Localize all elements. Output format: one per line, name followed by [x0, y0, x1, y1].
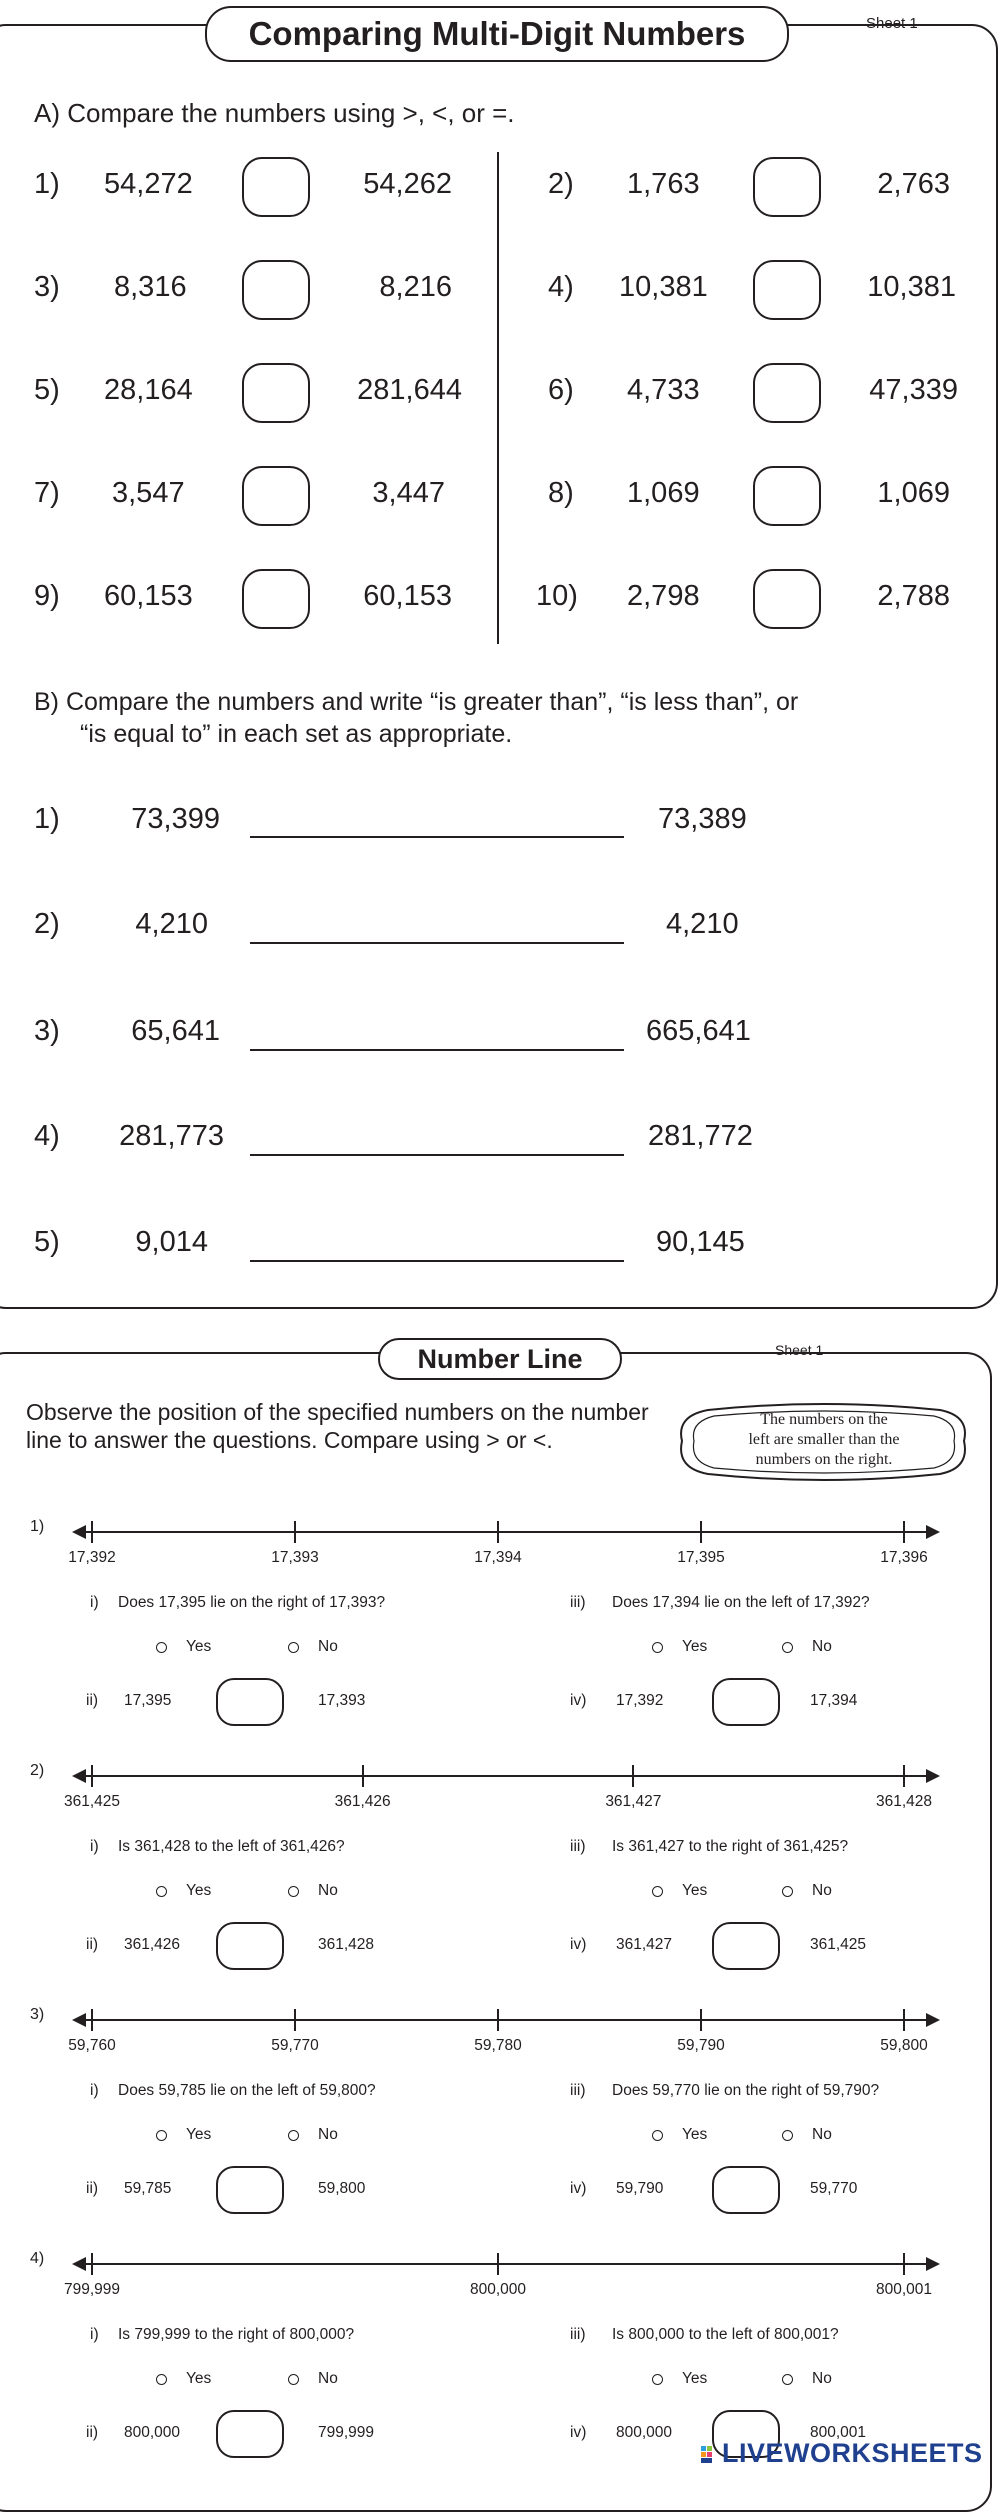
section-b-instruction: B) Compare the numbers and write “is greater than”, “is less than”, or [34, 688, 799, 716]
yes-radio[interactable] [156, 1642, 167, 1653]
tick-label: 59,780 [474, 2037, 522, 2054]
problem-number: 7) [34, 477, 60, 509]
problem-number: 10) [536, 580, 578, 612]
number-left: 8,316 [114, 271, 187, 303]
question-text: Does 17,395 lie on the right of 17,393? [118, 1594, 386, 1611]
no-radio[interactable] [782, 1886, 793, 1897]
number-right: 361,428 [318, 1936, 375, 1953]
column-divider [497, 152, 499, 644]
question-number: iii) [570, 1838, 586, 1855]
no-label: No [812, 2370, 832, 2387]
question-text: Does 59,770 lie on the right of 59,790? [612, 2082, 880, 2099]
tick-label: 17,393 [271, 1549, 319, 1566]
tick-label: 361,426 [334, 1793, 391, 1810]
problem-number: 2) [548, 168, 574, 200]
number-right: 73,389 [658, 803, 747, 835]
comparison-number: ii) [86, 1692, 99, 1709]
tick-mark [497, 1521, 499, 1543]
number-right: 3,447 [372, 477, 445, 509]
logo-icon [700, 2441, 720, 2463]
number-right: 281,644 [357, 374, 462, 406]
no-radio[interactable] [288, 2130, 299, 2141]
comparison-number: ii) [86, 1936, 99, 1953]
sheet1-label: Sheet 1 [866, 15, 918, 32]
problem-number: 4) [34, 1120, 60, 1152]
tick-label: 59,790 [677, 2037, 725, 2054]
answer-blank[interactable] [250, 1154, 624, 1156]
compare-box[interactable] [216, 2410, 284, 2458]
tick-label: 361,428 [875, 1793, 933, 1810]
tick-mark [632, 1765, 634, 1787]
problem-number: 9) [34, 580, 60, 612]
compare-box[interactable] [753, 363, 821, 423]
problem-number: 1) [34, 803, 60, 835]
tick-label: 800,000 [469, 2281, 527, 2298]
number-left: 800,000 [124, 2424, 181, 2441]
sheet2-intro: Observe the position of the specified numbers on the number line to answer the questions. Compare using > or <. [26, 1399, 649, 1453]
tick-mark [903, 1521, 905, 1543]
problem-number: 3) [34, 1015, 60, 1047]
question-text: Is 361,428 to the left of 361,426? [118, 1838, 345, 1855]
question-number: iii) [570, 2082, 586, 2099]
tick-mark [903, 2009, 905, 2031]
number-right: 2,763 [877, 168, 950, 200]
yes-radio[interactable] [156, 1886, 167, 1897]
tick-label: 361,427 [605, 1793, 662, 1810]
tick-label: 361,425 [63, 1793, 121, 1810]
no-radio[interactable] [782, 1642, 793, 1653]
compare-box[interactable] [712, 1922, 780, 1970]
tick-mark [497, 2253, 499, 2275]
number-right: 59,800 [318, 2180, 366, 2197]
no-label: No [812, 2126, 832, 2143]
yes-radio[interactable] [156, 2374, 167, 2385]
number-right: 2,788 [877, 580, 950, 612]
compare-box[interactable] [242, 363, 310, 423]
problem-number: 2) [34, 908, 60, 940]
sheet2-label: Sheet 1 [775, 1342, 824, 1358]
number-left: 28,164 [104, 374, 193, 406]
number-right: 665,641 [646, 1015, 751, 1047]
tick-mark [91, 2253, 93, 2275]
yes-label: Yes [186, 2126, 212, 2143]
number-right: 47,339 [869, 374, 958, 406]
number-right: 60,153 [363, 580, 452, 612]
question-text: Does 17,394 lie on the left of 17,392? [612, 1594, 870, 1611]
callout-line: numbers on the right. [755, 1451, 893, 1468]
yes-radio[interactable] [652, 1642, 663, 1653]
number-left: 59,790 [616, 2180, 664, 2197]
number-right: 799,999 [318, 2424, 375, 2441]
question-number: i) [90, 1838, 99, 1855]
number-left: 361,427 [616, 1936, 673, 1953]
problem-number: 1) [34, 168, 60, 200]
yes-radio[interactable] [156, 2130, 167, 2141]
answer-blank[interactable] [250, 836, 624, 838]
number-right: 8,216 [379, 271, 452, 303]
compare-box[interactable] [712, 2166, 780, 2214]
yes-label: Yes [186, 1882, 212, 1899]
number-left: 3,547 [112, 477, 185, 509]
no-label: No [318, 1638, 338, 1655]
yes-label: Yes [682, 2126, 708, 2143]
yes-radio[interactable] [652, 2374, 663, 2385]
sheet1-frame [0, 24, 998, 1309]
liveworksheets-logo: LIVEWORKSHEETS [700, 2438, 983, 2469]
number-left: 54,272 [104, 168, 193, 200]
comparison-number: iv) [570, 2424, 587, 2441]
tick-label: 17,396 [880, 1549, 928, 1566]
number-left: 1,069 [627, 477, 700, 509]
compare-box[interactable] [242, 157, 310, 217]
number-right: 800,001 [810, 2424, 867, 2441]
comparison-number: iv) [570, 2180, 587, 2197]
problem-number: 5) [34, 1226, 60, 1258]
number-left: 281,773 [119, 1120, 224, 1152]
no-radio[interactable] [782, 2130, 793, 2141]
number-left: 4,733 [627, 374, 700, 406]
question-text: Is 361,427 to the right of 361,425? [612, 1838, 849, 1855]
tick-mark [91, 1765, 93, 1787]
compare-box[interactable] [712, 1678, 780, 1726]
compare-box[interactable] [753, 157, 821, 217]
question-text: Is 800,000 to the left of 800,001? [612, 2326, 839, 2343]
number-left: 73,399 [131, 803, 220, 835]
question-text: Is 799,999 to the right of 800,000? [118, 2326, 355, 2343]
question-number: iii) [570, 2326, 586, 2343]
problem-number: 2) [30, 1762, 45, 1779]
answer-blank[interactable] [250, 942, 624, 944]
section-b-instruction-line2: “is equal to” in each set as appropriate. [80, 720, 513, 748]
tick-label: 59,770 [271, 2037, 319, 2054]
callout-line: The numbers on the [760, 1411, 888, 1428]
tick-label: 17,392 [68, 1549, 116, 1566]
no-radio[interactable] [288, 2374, 299, 2385]
number-right: 10,381 [867, 271, 956, 303]
comparison-number: ii) [86, 2424, 99, 2441]
no-radio[interactable] [782, 2374, 793, 2385]
number-left: 17,395 [124, 1692, 172, 1709]
tick-mark [362, 1765, 364, 1787]
number-left: 17,392 [616, 1692, 664, 1709]
section-a-instruction: A) Compare the numbers using >, <, or =. [34, 98, 515, 128]
question-number: i) [90, 1594, 99, 1611]
compare-box[interactable] [242, 569, 310, 629]
tick-label: 59,760 [68, 2037, 116, 2054]
question-number: i) [90, 2082, 99, 2099]
number-right: 17,393 [318, 1692, 366, 1709]
tick-mark [903, 1765, 905, 1787]
yes-label: Yes [186, 1638, 212, 1655]
answer-blank[interactable] [250, 1049, 624, 1051]
number-line [82, 1531, 930, 1533]
no-label: No [318, 2126, 338, 2143]
yes-label: Yes [682, 1882, 708, 1899]
problem-number: 6) [548, 374, 574, 406]
yes-radio[interactable] [652, 1886, 663, 1897]
number-left: 4,210 [135, 908, 208, 940]
no-radio[interactable] [288, 1886, 299, 1897]
sheet2-title: Number Line [378, 1338, 622, 1380]
compare-box[interactable] [753, 569, 821, 629]
problem-number: 4) [30, 2250, 45, 2267]
compare-box[interactable] [216, 2166, 284, 2214]
number-right: 59,770 [810, 2180, 858, 2197]
tick-mark [700, 1521, 702, 1543]
tick-label: 17,395 [677, 1549, 725, 1566]
number-line [82, 2019, 930, 2021]
compare-box[interactable] [242, 260, 310, 320]
tick-mark [497, 2009, 499, 2031]
question-number: i) [90, 2326, 99, 2343]
comparison-number: iv) [570, 1936, 587, 1953]
compare-box[interactable] [242, 466, 310, 526]
number-left: 9,014 [135, 1226, 208, 1258]
number-right: 54,262 [363, 168, 452, 200]
tick-label: 800,001 [875, 2281, 933, 2298]
number-right: 90,145 [656, 1226, 745, 1258]
no-radio[interactable] [288, 1642, 299, 1653]
no-label: No [812, 1882, 832, 1899]
callout-line: left are smaller than the [748, 1431, 900, 1448]
tick-label: 17,394 [474, 1549, 522, 1566]
number-right: 1,069 [877, 477, 950, 509]
answer-blank[interactable] [250, 1260, 624, 1262]
number-line [82, 2263, 930, 2265]
problem-number: 3) [30, 2006, 45, 2023]
number-left: 10,381 [619, 271, 708, 303]
yes-radio[interactable] [652, 2130, 663, 2141]
tick-label: 59,800 [880, 2037, 928, 2054]
compare-box[interactable] [753, 466, 821, 526]
number-left: 60,153 [104, 580, 193, 612]
tick-mark [700, 2009, 702, 2031]
question-number: iii) [570, 1594, 586, 1611]
number-right: 361,425 [810, 1936, 867, 1953]
number-left: 361,426 [124, 1936, 181, 1953]
number-right: 4,210 [666, 908, 739, 940]
problem-number: 3) [34, 271, 60, 303]
tick-label: 799,999 [63, 2281, 121, 2298]
comparison-number: ii) [86, 2180, 99, 2197]
yes-label: Yes [186, 2370, 212, 2387]
number-line [82, 1775, 930, 1777]
compare-box[interactable] [753, 260, 821, 320]
yes-label: Yes [682, 1638, 708, 1655]
tick-mark [91, 1521, 93, 1543]
number-left: 65,641 [131, 1015, 220, 1047]
number-left: 2,798 [627, 580, 700, 612]
number-left: 800,000 [616, 2424, 673, 2441]
tick-mark [903, 2253, 905, 2275]
no-label: No [318, 2370, 338, 2387]
hint-callout [668, 1396, 980, 1486]
problem-number: 1) [30, 1518, 45, 1535]
no-label: No [812, 1638, 832, 1655]
problem-number: 8) [548, 477, 574, 509]
tick-mark [294, 1521, 296, 1543]
tick-mark [91, 2009, 93, 2031]
number-left: 1,763 [627, 168, 700, 200]
compare-box[interactable] [216, 1922, 284, 1970]
compare-box[interactable] [216, 1678, 284, 1726]
tick-mark [294, 2009, 296, 2031]
no-label: No [318, 1882, 338, 1899]
comparison-number: iv) [570, 1692, 587, 1709]
problem-number: 5) [34, 374, 60, 406]
number-right: 281,772 [648, 1120, 753, 1152]
question-text: Does 59,785 lie on the left of 59,800? [118, 2082, 376, 2099]
yes-label: Yes [682, 2370, 708, 2387]
problem-number: 4) [548, 271, 574, 303]
number-right: 17,394 [810, 1692, 858, 1709]
number-left: 59,785 [124, 2180, 172, 2197]
sheet1-title: Comparing Multi-Digit Numbers [205, 6, 789, 62]
